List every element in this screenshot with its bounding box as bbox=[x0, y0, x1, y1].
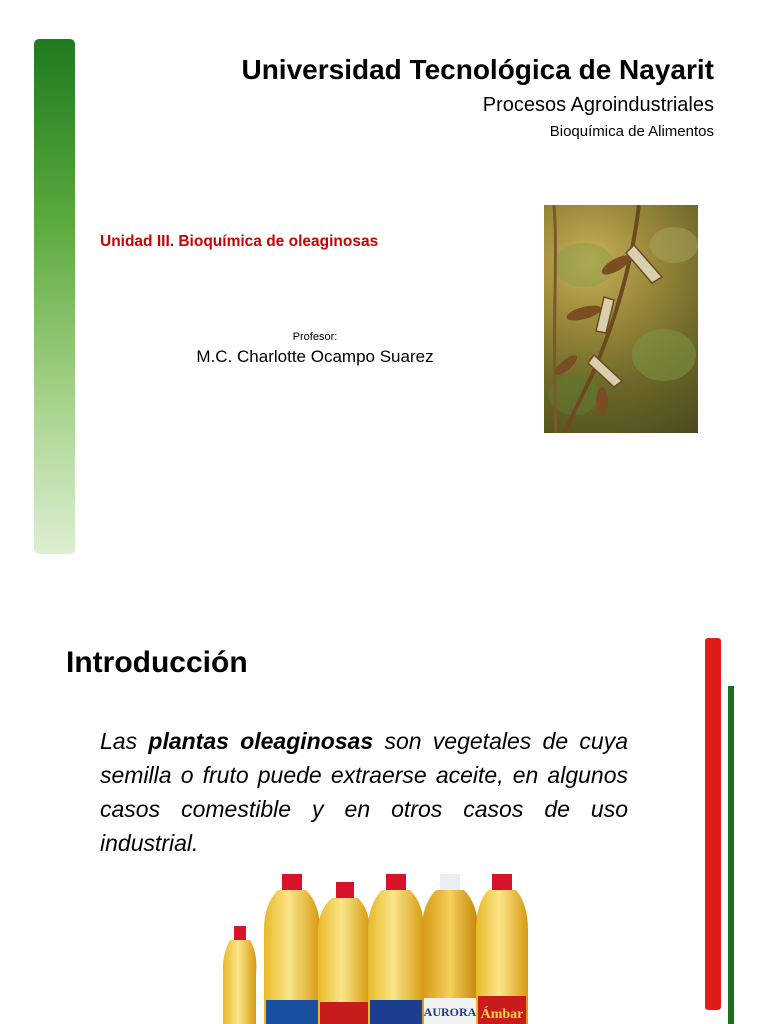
soybean-pods-photo bbox=[544, 205, 698, 433]
ambar-label: Ámbar bbox=[480, 1007, 524, 1022]
decorative-green-bar bbox=[34, 39, 75, 554]
university-title: Universidad Tecnológica de Nayarit bbox=[241, 54, 714, 85]
professor-label: Profesor: bbox=[292, 331, 338, 343]
program-name: Procesos Agroindustriales bbox=[482, 94, 714, 116]
decorative-red-bar bbox=[705, 638, 721, 1010]
paragraph-start: Las bbox=[100, 728, 138, 754]
introduction-slide bbox=[0, 596, 768, 1024]
paragraph-rest: son vegetales de cuya semilla o fruto puede extraerse aceite, en algunos casos comestible y en otros casos de uso industrial. bbox=[100, 728, 629, 856]
aurora-label: AURORA bbox=[423, 1005, 477, 1019]
unit-title: Unidad III. Bioquímica de oleaginosas bbox=[100, 233, 379, 250]
decorative-green-line bbox=[728, 686, 734, 1024]
paragraph-emphasis: plantas oleaginosas bbox=[148, 728, 374, 754]
slide-title: Introducción bbox=[66, 646, 248, 679]
course-name: Bioquímica de Alimentos bbox=[549, 123, 714, 140]
oil-bottles-photo bbox=[218, 874, 532, 1024]
professor-name: M.C. Charlotte Ocampo Suarez bbox=[196, 347, 434, 366]
intro-paragraph bbox=[100, 724, 628, 860]
